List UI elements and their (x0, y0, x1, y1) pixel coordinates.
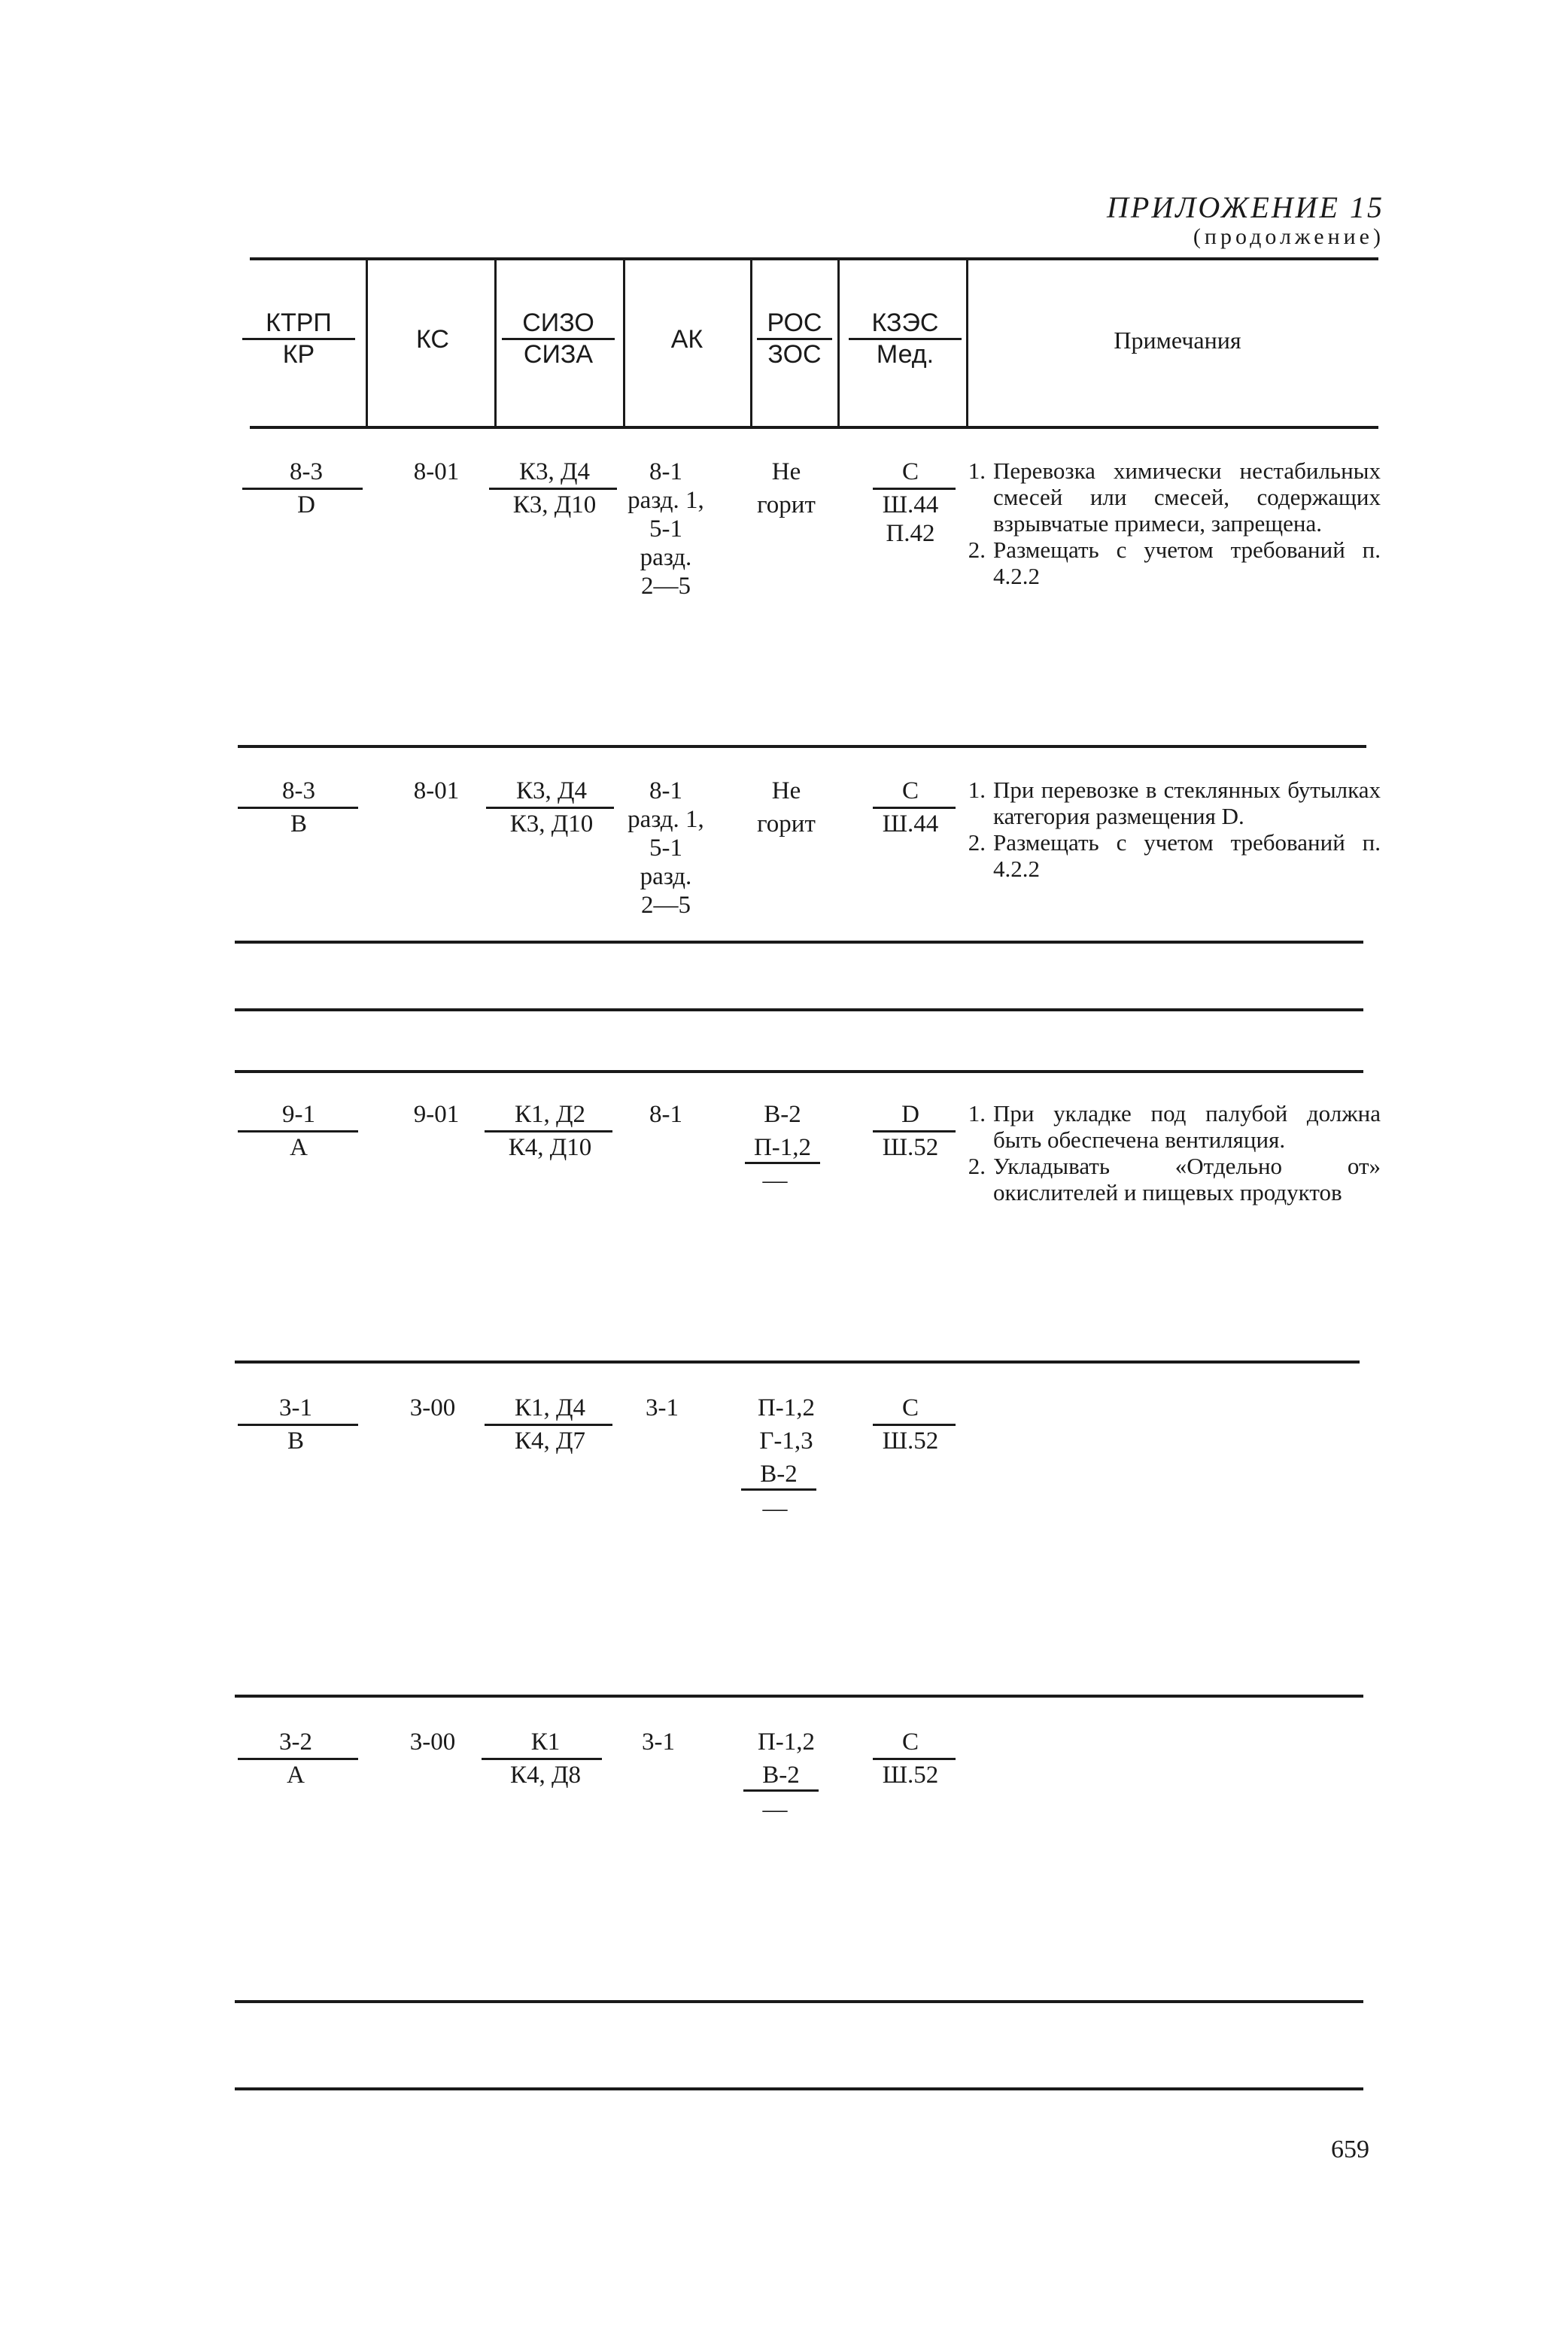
note-item (956, 458, 1381, 537)
header-kr-label: КР (282, 340, 315, 369)
ros-value: П-1,2 (757, 1728, 816, 1756)
row-separator (235, 1695, 1363, 1698)
ros-value: П-1,2 (757, 1394, 816, 1421)
column-divider (966, 260, 968, 426)
header-ak: АК (670, 325, 703, 354)
fraction-line (242, 488, 363, 490)
kr-value: А (287, 1762, 305, 1789)
note-item (956, 777, 1381, 829)
fraction-line (238, 1424, 358, 1426)
med-value: Ш.44 (882, 810, 939, 838)
ak-value: разд. (640, 544, 692, 571)
row-separator (235, 1070, 1363, 1073)
kzes-value: С (901, 1728, 919, 1756)
header-med-label: Мед. (876, 340, 934, 369)
ak-value: 5-1 (649, 515, 682, 543)
ks-value: 3-00 (409, 1394, 456, 1421)
ak-value: 2—5 (641, 573, 691, 600)
fraction-line (482, 1758, 602, 1760)
med-value: Ш.52 (882, 1427, 939, 1455)
fraction-line (873, 1130, 956, 1132)
siza-value: К4, Д8 (509, 1762, 582, 1789)
note-text: Размещать с учетом требований п. 4.2.2 (993, 537, 1381, 589)
med-value: Ш.52 (882, 1762, 939, 1789)
header-sizo (502, 309, 615, 369)
note-number: 1. (968, 458, 986, 484)
fraction-line (873, 1424, 956, 1426)
ak-value: 3-1 (642, 1728, 675, 1756)
kzes-value: D (901, 1101, 919, 1128)
column-divider (837, 260, 840, 426)
header-ktrp (242, 309, 355, 369)
ak-value: 2—5 (641, 892, 691, 919)
ktrp-value: 3-2 (279, 1728, 312, 1756)
med-value: П.42 (886, 520, 935, 547)
ktrp-value: 3-1 (279, 1394, 312, 1421)
ros-value: Не (771, 777, 801, 804)
ak-value: разд. 1, (628, 806, 704, 833)
ros-value: Не (771, 458, 801, 485)
siza-value: К4, Д10 (508, 1134, 592, 1161)
row-notes (956, 1100, 1381, 1205)
header-ros-label: РОС (757, 309, 832, 340)
zos-value: — (762, 1167, 788, 1194)
header-kzes (849, 309, 962, 369)
fraction-line (238, 1130, 358, 1132)
kzes-value: С (901, 777, 919, 804)
ros-value: Г-1,3 (759, 1427, 813, 1455)
ks-value: 8-01 (413, 458, 460, 485)
zos-value: — (762, 1796, 788, 1823)
ak-value: 5-1 (649, 835, 682, 862)
ktrp-value: 8-3 (282, 777, 315, 804)
note-text: Укладывать «Отдельно от» окислителей и пищевых продуктов (993, 1153, 1381, 1205)
header-top-rule (250, 257, 1378, 260)
ros-value: В-2 (741, 1460, 816, 1491)
row-separator (235, 1361, 1360, 1364)
fraction-line (873, 807, 956, 809)
column-divider (750, 260, 752, 426)
siza-value: К4, Д7 (514, 1427, 586, 1455)
note-item (956, 829, 1381, 882)
note-text: Перевозка химически нестабильных смесей или смесей, содержащих взрывчатые примеси, запрещена. (993, 458, 1381, 537)
fraction-line (873, 1758, 956, 1760)
ktrp-value: 9-1 (282, 1101, 315, 1128)
fraction-line (485, 1130, 612, 1132)
ros-value: В-2 (743, 1761, 819, 1792)
note-number: 1. (968, 777, 986, 803)
ros-value: горит (757, 810, 816, 838)
header-zos-label: ЗОС (767, 340, 822, 369)
ak-value: 8-1 (649, 458, 682, 485)
sizo-value: К3, Д4 (518, 458, 591, 485)
page-number: 659 (1331, 2136, 1369, 2163)
fraction-line (489, 488, 617, 490)
row-separator (235, 1008, 1363, 1011)
kzes-value: С (901, 1394, 919, 1421)
ak-value: разд. (640, 863, 692, 890)
header-siza-label: СИЗА (523, 340, 594, 369)
header-kzes-label: КЗЭС (849, 309, 962, 340)
note-number: 2. (968, 1153, 986, 1179)
note-number: 2. (968, 537, 986, 563)
row-notes (956, 777, 1381, 882)
note-number: 1. (968, 1100, 986, 1126)
ak-value: 3-1 (646, 1394, 679, 1421)
note-text: При укладке под палубой должна быть обеспечена вентиляция. (993, 1100, 1381, 1153)
sizo-value: К3, Д4 (515, 777, 588, 804)
row-separator (238, 745, 1366, 748)
fraction-line (238, 807, 358, 809)
fraction-line (238, 1758, 358, 1760)
ks-value: 9-01 (413, 1101, 460, 1128)
fraction-line (873, 488, 956, 490)
column-divider (623, 260, 625, 426)
column-divider (494, 260, 497, 426)
fraction-line (486, 807, 614, 809)
sizo-value: К1, Д4 (514, 1394, 586, 1421)
note-item (956, 1153, 1381, 1205)
note-item (956, 537, 1381, 589)
siza-value: К3, Д10 (509, 810, 594, 838)
appendix-subtitle: (продолжение) (1193, 224, 1384, 249)
zos-value: — (762, 1495, 788, 1522)
table-bottom-rule (235, 2087, 1363, 2090)
kr-value: В (287, 1427, 304, 1455)
header-ktrp-label: КТРП (242, 309, 355, 340)
header-notes: Примечания (1114, 327, 1241, 354)
sizo-value: К1 (530, 1728, 561, 1756)
ros-value: В-2 (764, 1101, 801, 1128)
ks-value: 3-00 (409, 1728, 456, 1756)
med-value: Ш.44 (882, 491, 939, 518)
appendix-title: ПРИЛОЖЕНИЕ 15 (1107, 190, 1384, 224)
header-sizo-label: СИЗО (502, 309, 615, 340)
ros-value: П-1,2 (745, 1133, 820, 1164)
note-item (956, 1100, 1381, 1153)
ros-value: горит (757, 491, 816, 518)
kzes-value: С (901, 458, 919, 485)
row-notes (956, 458, 1381, 589)
fraction-line (485, 1424, 612, 1426)
header-ks: КС (416, 325, 449, 354)
header-bottom-rule (250, 426, 1378, 429)
note-text: При перевозке в стеклянных бутылках категория размещения D. (993, 777, 1381, 829)
note-text: Размещать с учетом требований п. 4.2.2 (993, 829, 1381, 882)
header-ros (757, 309, 832, 369)
ks-value: 8-01 (413, 777, 460, 804)
kr-value: А (290, 1134, 308, 1161)
ak-value: разд. 1, (628, 487, 704, 514)
note-number: 2. (968, 829, 986, 856)
sizo-value: К1, Д2 (514, 1101, 586, 1128)
ak-value: 8-1 (649, 777, 682, 804)
kr-value: В (290, 810, 307, 838)
ktrp-value: 8-3 (290, 458, 323, 485)
column-divider (366, 260, 368, 426)
med-value: Ш.52 (882, 1134, 939, 1161)
row-separator (235, 941, 1363, 944)
ak-value: 8-1 (649, 1101, 682, 1128)
row-separator (235, 2000, 1363, 2003)
siza-value: К3, Д10 (512, 491, 597, 518)
kr-value: D (297, 491, 315, 518)
